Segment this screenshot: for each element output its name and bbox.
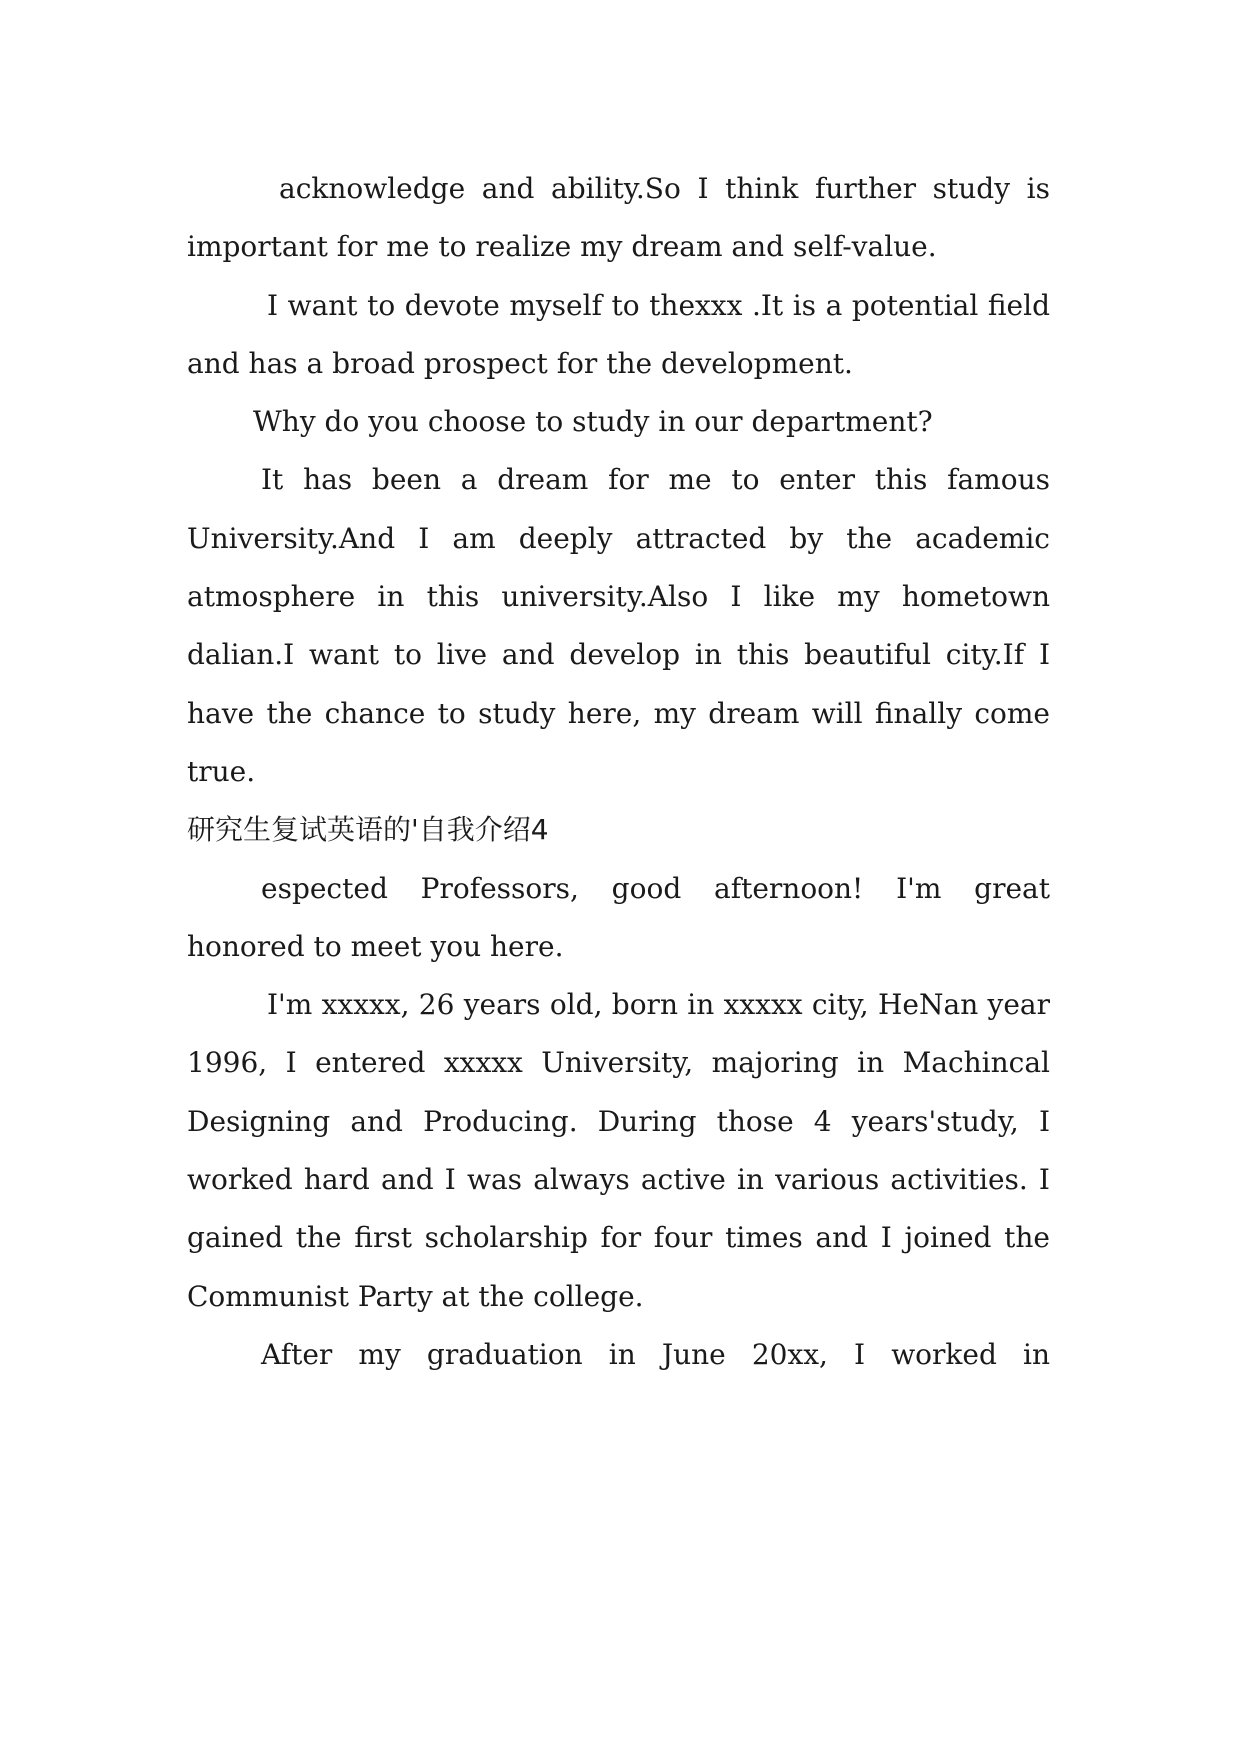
question-why-department: Why do you choose to study in our department?: [253, 405, 933, 439]
paragraph-graduation: After my graduation in June 20xx, I worked in: [261, 1337, 1050, 1371]
paragraph-greeting: espected Professors, good afternoon! I'm great honored to meet you here.: [187, 871, 1050, 963]
paragraph-acknowledge: acknowledge and ability.So I think further study is important for me to realize my dream and self-value.: [187, 172, 1050, 264]
paragraph-devote: I want to devote myself to thexxx .It is a potential field and has a broad prospect for the development.: [187, 288, 1050, 380]
paragraph-dream: It has been a dream for me to enter this famous University.And I am deeply attracted by the academic atmosphere in this university.Also I like my hometown dalian.I want to live and develop in this beautiful city.If I have the chance to study here, my dream will finally come true.: [187, 463, 1050, 788]
document-body: [187, 160, 1050, 1384]
paragraph-background: I'm xxxxx, 26 years old, born in xxxxx city, HeNan year 1996, I entered xxxxx University, majoring in Machincal Designing and Producing. During those 4 years'study, I worked hard and I was always active in various activities. I gained the first scholarship for four times and I joined the Communist Party at the college.: [187, 988, 1050, 1313]
section-heading: 研究生复试英语的'自我介绍4: [187, 813, 549, 847]
